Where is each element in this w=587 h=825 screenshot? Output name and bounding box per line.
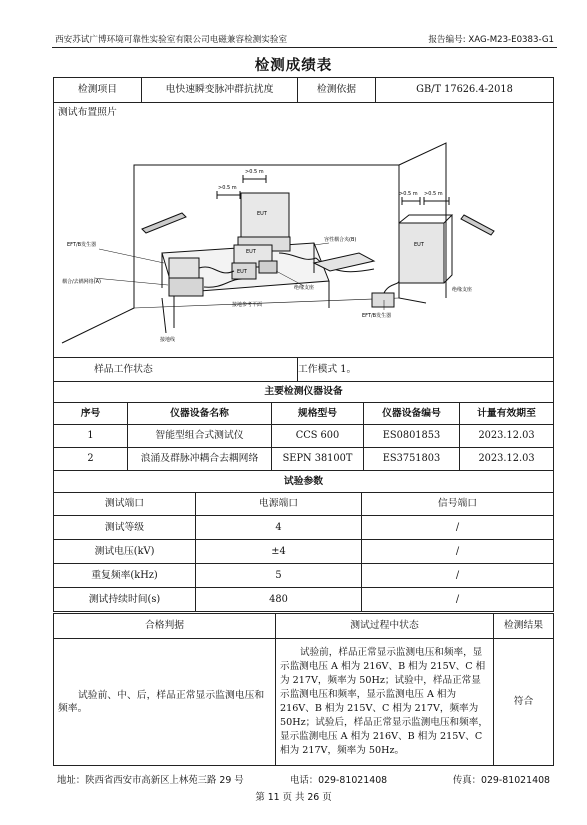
table-row — [54, 564, 554, 588]
label-dist-1: >0.5 m — [218, 185, 237, 191]
criteria-text: 试验前、中、后，样品正常显示监测电压和频率。 — [54, 639, 276, 766]
label-eut-3: EUT — [237, 269, 247, 275]
sample-state-label: 样品工作状态 — [54, 358, 298, 382]
test-setup-diagram — [54, 103, 554, 357]
result-table — [53, 613, 554, 766]
equipment-header-name: 仪器设备名称 — [128, 403, 272, 425]
label-ground-wire: 接地线 — [160, 337, 176, 343]
eut-cabinet-right — [399, 223, 444, 283]
label-eut-4: EUT — [414, 242, 424, 248]
equipment-cell: 2023.12.03 — [460, 448, 554, 471]
param-name: 测试端口 — [54, 493, 196, 516]
footer-address: 地址：陕西省西安市高新区上林苑三路 29 号 — [57, 775, 244, 786]
equipment-header-index: 序号 — [54, 403, 128, 425]
item-value: 电快速瞬变脉冲群抗扰度 — [142, 78, 298, 103]
parameters-table — [53, 470, 554, 612]
header-org: 西安苏试广博环境可靠性实验室有限公司电磁兼容检测实验室 — [55, 35, 288, 45]
equipment-cell: 2 — [54, 448, 128, 471]
param-power-port: 5 — [196, 564, 362, 588]
header-report-number: 报告编号: XAG-M23-E0383-G1 — [428, 35, 554, 45]
coupling-network — [169, 278, 203, 296]
footer-fax: 传真：029-81021408 — [452, 775, 550, 786]
label-eut-2: EUT — [246, 249, 256, 255]
table-row — [54, 425, 554, 448]
param-power-port: ±4 — [196, 540, 362, 564]
equipment-cell: 2023.12.03 — [460, 425, 554, 448]
header-divider — [52, 47, 557, 48]
equipment-section-title: 主要检测仪器设备 — [54, 382, 554, 403]
sample-state-value: 工作模式 1。 — [298, 358, 554, 382]
basis-label: 检测依据 — [298, 78, 376, 103]
param-name: 测试电压(kV) — [54, 540, 196, 564]
table-row — [54, 516, 554, 540]
equipment-cell: 智能型组合式测试仪 — [128, 425, 272, 448]
page-title: 检测成绩表 — [254, 58, 333, 74]
table-row — [54, 448, 554, 471]
param-power-port: 电源端口 — [196, 493, 362, 516]
parameters-section-title: 试验参数 — [54, 471, 554, 493]
param-name: 测试持续时间(s) — [54, 588, 196, 612]
param-power-port: 4 — [196, 516, 362, 540]
equipment-header-valid-until: 计量有效期至 — [460, 403, 554, 425]
equipment-cell: ES0801853 — [364, 425, 460, 448]
label-dist-2: >0.5 m — [245, 169, 264, 175]
label-dist-4: >0.5 m — [424, 191, 443, 197]
status-header: 测试过程中状态 — [276, 614, 494, 639]
equipment-cell: SEPN 38100T — [272, 448, 364, 471]
label-ground-plane: 接地参考平面 — [232, 302, 263, 308]
table-row — [54, 540, 554, 564]
label-eft-generator-left: EFT/B发生器 — [67, 242, 97, 248]
param-signal-port: / — [362, 540, 554, 564]
param-name: 测试等级 — [54, 516, 196, 540]
equipment-cell: 1 — [54, 425, 128, 448]
param-signal-port: / — [362, 516, 554, 540]
equipment-cell: 浪涌及群脉冲耦合去耦网络 — [128, 448, 272, 471]
basis-value: GB/T 17626.4-2018 — [376, 78, 554, 103]
label-eut-1: EUT — [257, 211, 267, 217]
item-label: 检测项目 — [54, 78, 142, 103]
table-row — [54, 588, 554, 612]
photo-cell — [54, 103, 554, 358]
label-insulation-right: 绝缘支座 — [452, 287, 473, 293]
equipment-header-model: 规格型号 — [272, 403, 364, 425]
status-text: 试验前，样品正常显示监测电压和频率，显示监测电压 A 相为 216V、B 相为 215V、C 相为 217V，频率为 50Hz；试验中，样品正常显示监测电压和频率，显示监测电压 A 相为 216V、B 相为 215V、C 相为 217V，频率为 50Hz；试验后，样品正常显示监测电压和频率，显示监测电压 A 相为 216V、B 相为 215V、C 相为 217V，频率为 50Hz。 — [276, 639, 494, 766]
param-power-port: 480 — [196, 588, 362, 612]
label-coupling-network: 耦合/去耦网络(A) — [62, 279, 102, 285]
footer-page-number: 第 11 页 共 26 页 — [255, 792, 332, 803]
eft-generator-left — [169, 258, 199, 280]
eft-generator-right — [372, 293, 394, 307]
equipment-cell: CCS 600 — [272, 425, 364, 448]
equipment-cell: ES3751803 — [364, 448, 460, 471]
photo-label: 测试布置照片 — [58, 107, 117, 118]
param-name: 重复频率(kHz) — [54, 564, 196, 588]
param-signal-port: / — [362, 564, 554, 588]
footer-phone: 电话：029-81021408 — [290, 775, 388, 786]
label-insulation-left: 绝缘支座 — [294, 285, 315, 291]
result-value: 符合 — [494, 639, 554, 766]
param-signal-port: 信号端口 — [362, 493, 554, 516]
info-table — [53, 77, 554, 382]
param-signal-port: / — [362, 588, 554, 612]
equipment-header-id: 仪器设备编号 — [364, 403, 460, 425]
equipment-table — [53, 381, 554, 471]
table-row — [54, 493, 554, 516]
label-capacitive-clamp: 容性耦合夹(B) — [324, 237, 357, 243]
label-eft-generator-right: EFT/B发生器 — [362, 313, 392, 319]
result-header: 检测结果 — [494, 614, 554, 639]
criteria-header: 合格判据 — [54, 614, 276, 639]
label-dist-3: >0.5 m — [399, 191, 418, 197]
